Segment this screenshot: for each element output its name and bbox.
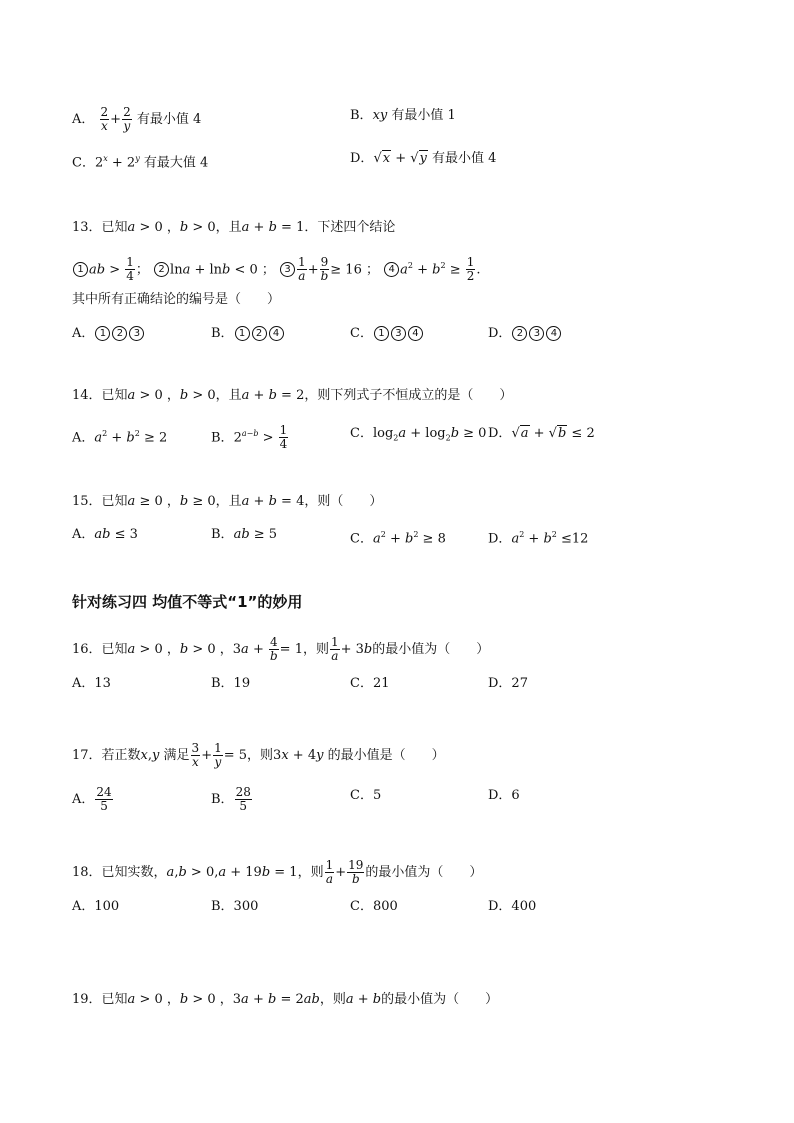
q15-option-a: A．ab ≤ 3	[72, 527, 138, 542]
q13-option-b: B． 1 2 4	[211, 324, 285, 344]
q15-option-c: C．$a^2 + b^2 \ge 8$	[350, 530, 446, 547]
q17-option-d: D．6	[488, 788, 520, 803]
section-heading: 针对练习四 均值不等式“1”的妙用	[72, 593, 303, 611]
q15-stem: 15．已知a ≥ 0 ，b ≥ 0，且a + b = 4，则（ ）	[72, 494, 383, 509]
q13-question: 其中所有正确结论的编号是（ ）	[72, 292, 281, 307]
q16-option-b: B．19	[211, 676, 251, 691]
q13-statements: 1 ab > $\frac{1}{4}$ ； 2 lna + lnb < 0 ； 3 $\frac{1}{a}$ + $\frac{9}{b}$ ≥ 16 ； 4 $a^2 + b^2$ ≥ $\frac{1}{2}$ .	[72, 256, 481, 276]
q12-option-b: B．xy 有最小值 1	[350, 108, 456, 123]
q12-option-c: C．$2^x + 2^y$ 有最大值 4	[72, 154, 209, 171]
q17-option-b: B． $\frac{28}{5}$	[211, 785, 251, 813]
q14-option-c: C．$\log_2a + \log_2b \ge 0$	[350, 426, 487, 443]
q14-stem: 14．已知a > 0 ，b > 0，且a + b = 2，则下列式子不恒成立的是（ ）	[72, 388, 513, 403]
q15-option-b: B．ab ≥ 5	[211, 527, 278, 542]
q16-stem: 16．已知a > 0 ，b > 0 ，3a + $\frac{4}{b}$ = 1，则 $\frac{1}{a}$ + 3b的最小值为（ ）	[72, 635, 490, 663]
q13-option-a: A． 1 2 3	[72, 324, 145, 344]
q16-option-c: C．21	[350, 676, 390, 691]
q14-option-a: A．$a^2 + b^2 \ge 2$	[72, 429, 168, 446]
q15-option-d: D．$a^2 + b^2 \le 12$	[488, 530, 589, 547]
q18-option-c: C．800	[350, 899, 398, 914]
q12-option-d: D．√x + √y 有最小值 4	[350, 151, 497, 166]
q19-stem: 19．已知a > 0 ，b > 0 ，3a + b = 2ab，则a + b的最小值为（ ）	[72, 992, 499, 1007]
q14-option-d: D．√a + √b ≤ 2	[488, 426, 595, 441]
q14-option-b: B．$2^{a-b}$ > $\frac{1}{4}$	[211, 423, 288, 452]
q18-option-d: D．400	[488, 899, 537, 914]
q17-stem: 17．若正数x,y 满足 $\frac{3}{x}$ + $\frac{1}{y}$ = 5，则3x + 4y 的最小值是（ ）	[72, 741, 445, 769]
q13-stem: 13．已知a > 0 ，b > 0，且a + b = 1．下述四个结论	[72, 220, 396, 235]
q13-option-d: D． 2 3 4	[488, 324, 562, 344]
q17-option-c: C．5	[350, 788, 382, 803]
q16-option-a: A．13	[72, 676, 111, 691]
q12-option-a: A． $\frac{2}{x}$ + $\frac{2}{y}$ 有最小值 4	[72, 105, 202, 133]
q17-option-a: A． $\frac{24}{5}$	[72, 785, 112, 813]
q18-stem: 18．已知实数，a,b > 0,a + 19b = 1，则 $\frac{1}{a}$ + $\frac{19}{b}$ 的最小值为（ ）	[72, 858, 483, 886]
q13-option-c: C． 1 3 4	[350, 324, 424, 344]
q18-option-a: A．100	[72, 899, 120, 914]
q18-option-b: B．300	[211, 899, 259, 914]
q16-option-d: D．27	[488, 676, 528, 691]
